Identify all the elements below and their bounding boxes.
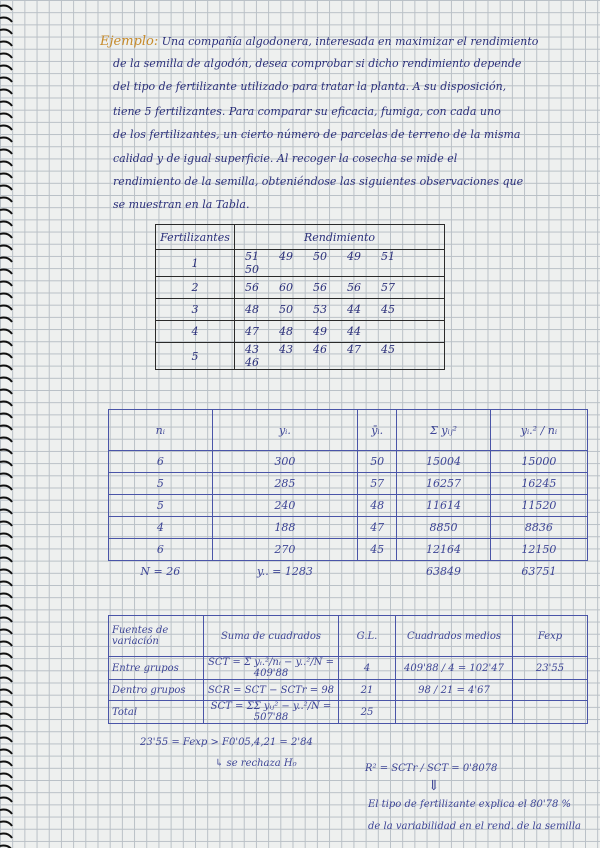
cell: 48	[358, 495, 397, 517]
yield-value: 46	[313, 343, 327, 356]
cell: 16257	[397, 473, 491, 495]
cell: 50	[358, 451, 397, 473]
total-sumsq: 63849	[426, 565, 462, 578]
table-row	[156, 321, 445, 343]
yield-value: 46	[245, 356, 259, 369]
cell: 4	[109, 517, 213, 539]
cell: 11614	[397, 495, 491, 517]
yield-value: 50	[279, 303, 293, 316]
total-y: y.. = 1283	[256, 565, 313, 578]
fertilizer-header: Fertilizantes	[156, 225, 235, 250]
cell: 45	[358, 539, 397, 561]
gl-header: G.L.	[339, 616, 396, 657]
yield-value: 49	[313, 325, 327, 338]
table-row	[109, 701, 588, 724]
intro-line: del tipo de fertilizante utilizado para tratar la planta. A su disposición,	[113, 80, 507, 93]
cell: 15000	[490, 451, 587, 473]
fexp-header: Fexp	[513, 616, 588, 657]
yield-value: 56	[245, 281, 259, 294]
cell: 16245	[490, 473, 587, 495]
yield-value: 45	[381, 303, 395, 316]
anova-table	[108, 615, 588, 724]
yield-value: 56	[313, 281, 327, 294]
cell: 5	[109, 495, 213, 517]
intro-line: Una compañía algodonera, interesada en maximizar el rendimiento	[161, 35, 539, 48]
source-header: Fuentes de variación	[109, 616, 204, 657]
cm-header: Cuadrados medios	[396, 616, 513, 657]
total-yi2-ni: 63751	[521, 565, 557, 578]
example-heading: Ejemplo:	[100, 34, 159, 49]
yield-values	[235, 321, 445, 343]
explanation-line: El tipo de fertilizante explica el 80'78 %	[368, 799, 572, 810]
fertilizer-id: 3	[156, 299, 235, 321]
cell: 8850	[397, 517, 491, 539]
cell: 8836	[490, 517, 587, 539]
yield-value: 51	[245, 250, 259, 263]
cell: 300	[212, 451, 358, 473]
cell: 6	[109, 539, 213, 561]
yield-header: Rendimiento	[235, 225, 445, 250]
cell: 270	[212, 539, 358, 561]
yield-values	[235, 277, 445, 299]
table-row	[156, 299, 445, 321]
fertilizer-id: 4	[156, 321, 235, 343]
cell: 12150	[490, 539, 587, 561]
table-row	[156, 277, 445, 299]
table-row	[109, 473, 588, 495]
cm-cell: 98 / 21 = 4'67	[396, 680, 513, 701]
reject-h0: ↳ se rechaza H₀	[215, 758, 297, 769]
table-row	[109, 657, 588, 680]
yi2-ni-header: yᵢ.² / nᵢ	[490, 410, 587, 451]
ss-cell: SCT = Σ yᵢ.²/nᵢ − y..²/N = 409'88	[204, 657, 339, 680]
yield-value: 50	[313, 250, 327, 263]
table-row	[109, 680, 588, 701]
intro-line: tiene 5 fertilizantes. Para comparar su eficacia, fumiga, con cada uno	[113, 105, 501, 118]
table-row	[156, 343, 445, 370]
totals-row	[109, 561, 588, 583]
yi-header: yᵢ.	[212, 410, 358, 451]
cell: 240	[212, 495, 358, 517]
fexp-cell	[513, 701, 588, 724]
yield-value: 47	[347, 343, 361, 356]
yield-value: 49	[279, 250, 293, 263]
intro-line: de los fertilizantes, un cierto número de parcelas de terreno de la misma	[113, 128, 521, 141]
yield-value: 48	[279, 325, 293, 338]
cm-cell	[396, 701, 513, 724]
down-arrow-icon: ⇓	[428, 778, 440, 794]
yield-value: 48	[245, 303, 259, 316]
intro-line: rendimiento de la semilla, obteniéndose las siguientes observaciones que	[113, 175, 524, 188]
cell: 47	[358, 517, 397, 539]
yield-values	[235, 250, 445, 277]
table-row	[156, 250, 445, 277]
cell: 6	[109, 451, 213, 473]
yield-value: 44	[347, 303, 361, 316]
fexp-comparison: 23'55 = Fexp > F0'05,4,21 = 2'84	[140, 737, 313, 748]
ymean-header: ȳᵢ.	[358, 410, 397, 451]
source-cell: Dentro grupos	[109, 680, 204, 701]
table-row	[109, 517, 588, 539]
source-cell: Total	[109, 701, 204, 724]
fexp-cell	[513, 680, 588, 701]
yield-value: 57	[381, 281, 395, 294]
yield-value: 43	[279, 343, 293, 356]
fertilizer-id: 2	[156, 277, 235, 299]
table-row	[109, 539, 588, 561]
explanation-line: de la variabilidad en el rend. de la semilla	[368, 821, 581, 832]
yield-value: 43	[245, 343, 259, 356]
ss-cell: SCT = ΣΣ yᵢⱼ² − y..²/N = 507'88	[204, 701, 339, 724]
yield-value: 44	[347, 325, 361, 338]
sumsq-header: Σ yᵢⱼ²	[397, 410, 491, 451]
yield-value: 56	[347, 281, 361, 294]
intro-line: calidad y de igual superficie. Al recoger la cosecha se mide el	[113, 152, 458, 165]
total-blank	[358, 561, 397, 583]
gl-cell: 21	[339, 680, 396, 701]
cell: 188	[212, 517, 358, 539]
yield-value: 45	[381, 343, 395, 356]
fertilizer-id: 1	[156, 250, 235, 277]
source-cell: Entre grupos	[109, 657, 204, 680]
ni-header: nᵢ	[109, 410, 213, 451]
cell: 11520	[490, 495, 587, 517]
fexp-cell: 23'55	[513, 657, 588, 680]
ss-cell: SCR = SCT − SCTr = 98	[204, 680, 339, 701]
cell: 57	[358, 473, 397, 495]
cm-cell: 409'88 / 4 = 102'47	[396, 657, 513, 680]
total-n: N = 26	[140, 565, 181, 578]
r-squared: R² = SCTr / SCT = 0'8078	[365, 763, 498, 774]
yield-value: 51	[381, 250, 395, 263]
cell: 15004	[397, 451, 491, 473]
ss-header: Suma de cuadrados	[204, 616, 339, 657]
fertilizer-id: 5	[156, 343, 235, 370]
yield-values	[235, 343, 445, 370]
yield-value: 50	[245, 263, 259, 276]
yield-value: 53	[313, 303, 327, 316]
yield-value: 60	[279, 281, 293, 294]
yield-value: 47	[245, 325, 259, 338]
cell: 12164	[397, 539, 491, 561]
yield-value: 49	[347, 250, 361, 263]
summary-table	[108, 409, 588, 582]
gl-cell: 25	[339, 701, 396, 724]
cell: 5	[109, 473, 213, 495]
yield-values	[235, 299, 445, 321]
table-row	[109, 451, 588, 473]
intro-line: de la semilla de algodón, desea comprobar si dicho rendimiento depende	[113, 57, 522, 70]
cell: 285	[212, 473, 358, 495]
intro-line: se muestran en la Tabla.	[113, 198, 250, 211]
yield-table	[155, 224, 445, 370]
spiral-binding	[0, 0, 14, 848]
gl-cell: 4	[339, 657, 396, 680]
table-row	[109, 495, 588, 517]
